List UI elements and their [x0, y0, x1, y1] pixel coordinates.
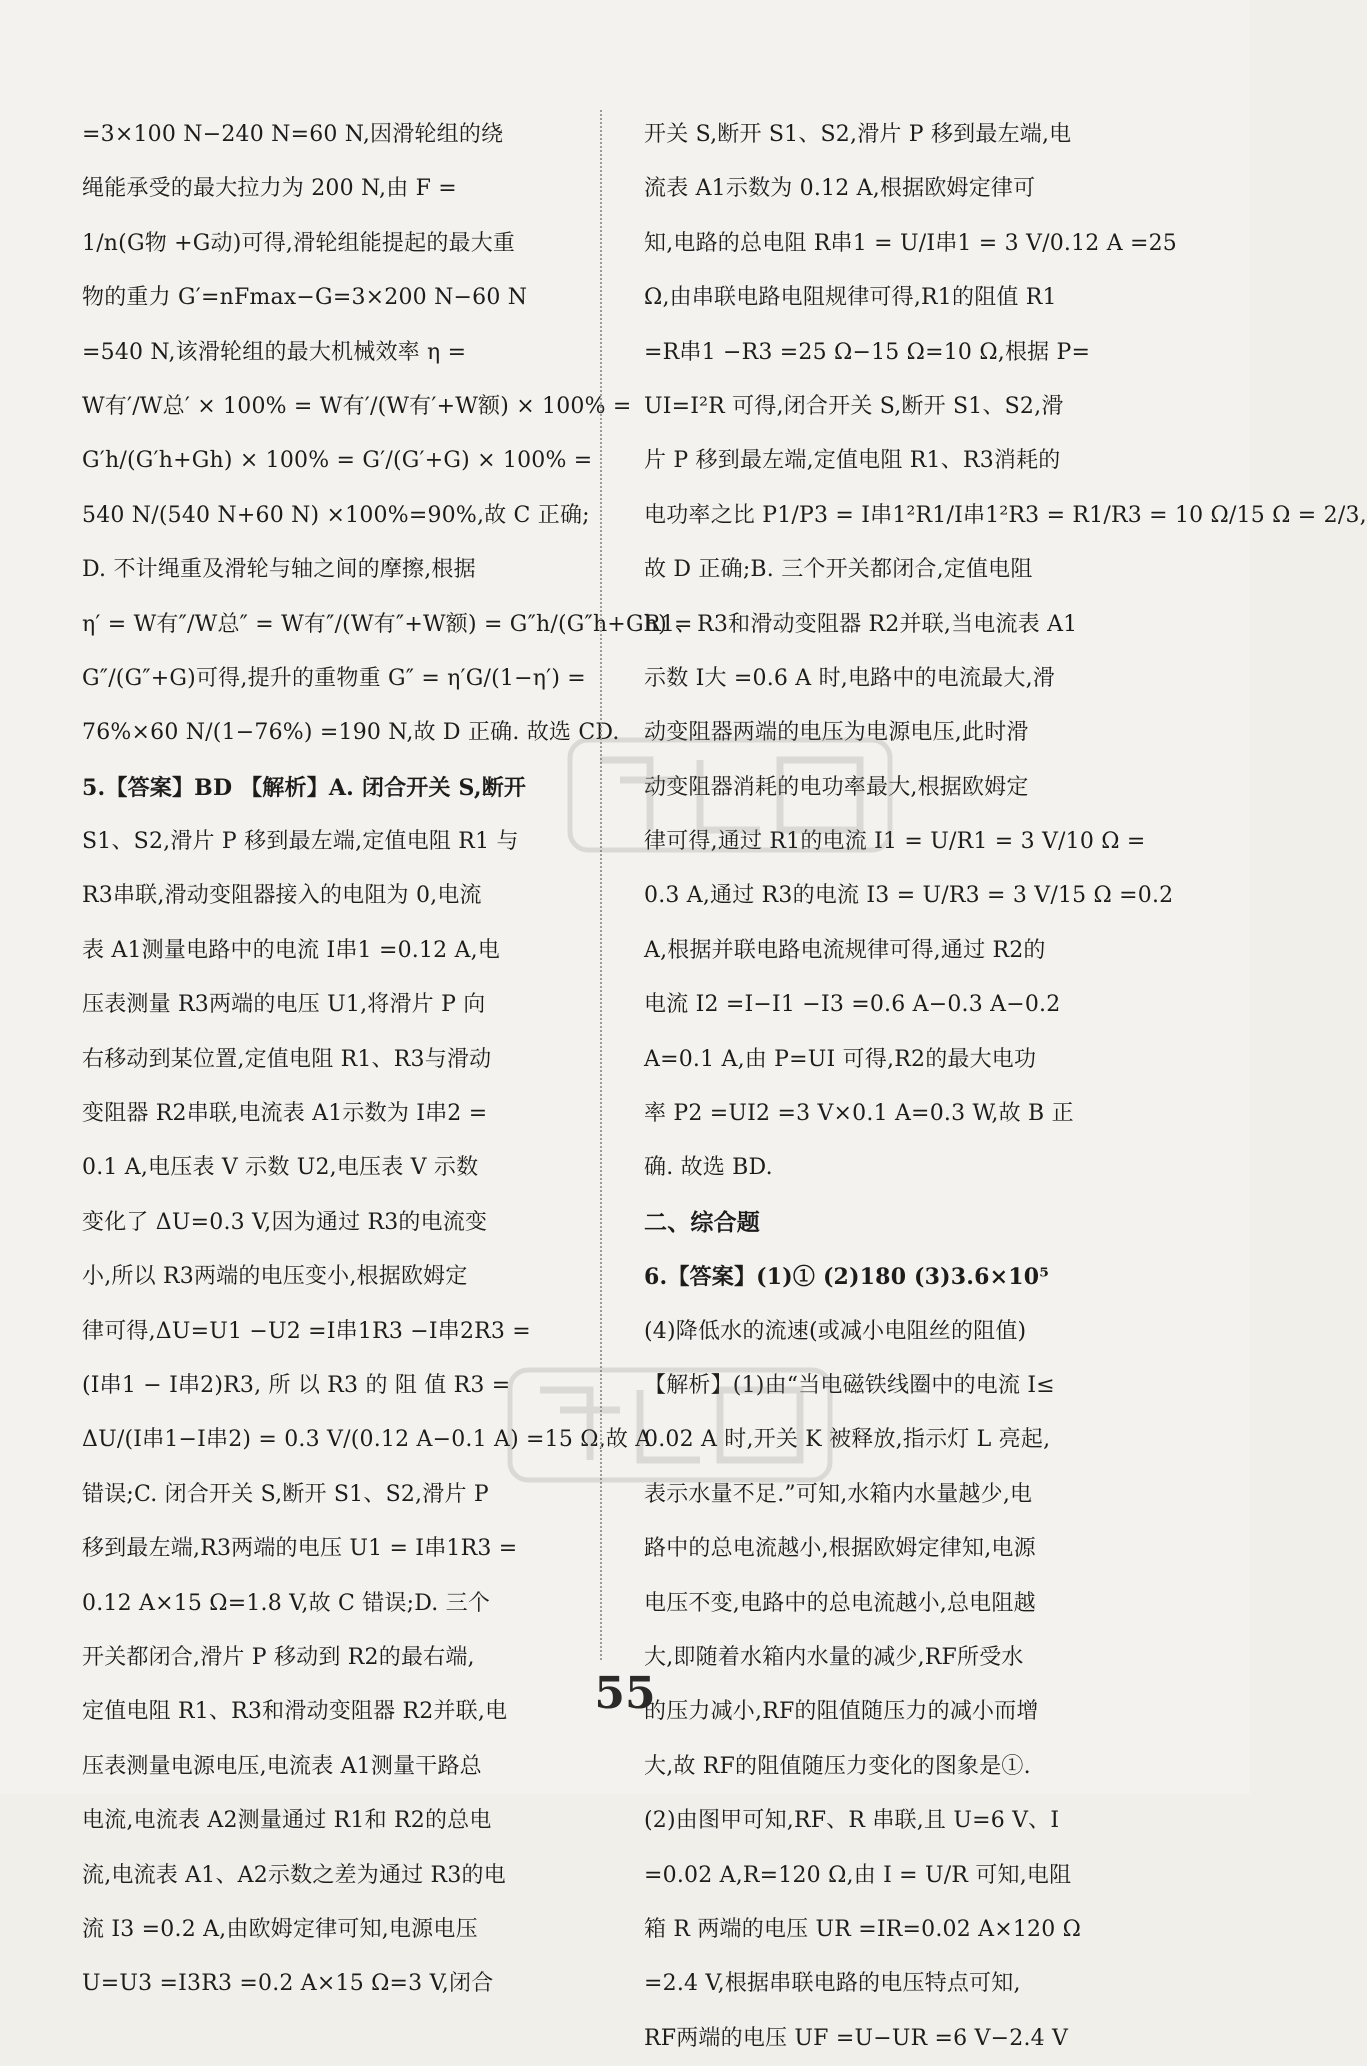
text-line: 变化了 ΔU=0.3 V,因为通过 R3的电流变 [82, 1209, 488, 1235]
text-line: =3×100 N−240 N=60 N,因滑轮组的绕 [82, 122, 504, 147]
text-line: =2.4 V,根据串联电路的电压特点可知, [644, 1971, 1021, 1997]
text-line: 5.【答案】BD 【解析】A. 闭合开关 S,断开 [82, 774, 527, 801]
text-line: 动变阻器消耗的电功率最大,根据欧姆定 [644, 774, 1029, 800]
text-line: 开关 S,断开 S1、S2,滑片 P 移到最左端,电 [644, 122, 1072, 147]
text-line: 电流 I2 =I−I1 −I3 =0.6 A−0.3 A−0.2 [644, 992, 1061, 1018]
text-line: A,根据并联电路电流规律可得,通过 R2的 [644, 937, 1046, 963]
text-line: 电流,电流表 A2测量通过 R1和 R2的总电 [82, 1808, 492, 1834]
text-line: 绳能承受的最大拉力为 200 N,由 F = [82, 176, 457, 202]
text-line: 大,故 RF的阻值随压力变化的图象是①. [644, 1753, 1031, 1779]
text-line: G′h/(G′h+Gh) × 100% = G′/(G′+G) × 100% = [82, 448, 593, 474]
text-line: 律可得,通过 R1的电流 I1 = U/R1 = 3 V/10 Ω = [644, 829, 1146, 855]
text-line: 0.12 A×15 Ω=1.8 V,故 C 错误;D. 三个 [82, 1590, 491, 1616]
text-line: 表示水量不足.”可知,水箱内水量越少,电 [644, 1481, 1033, 1507]
text-line: S1、S2,滑片 P 移到最左端,定值电阻 R1 与 [82, 829, 519, 855]
column-divider [600, 110, 602, 1660]
text-line: G″/(G″+G)可得,提升的重物重 G″ = η′G/(1−η′) = [82, 665, 586, 691]
text-line: 电压不变,电路中的总电流越小,总电阻越 [644, 1590, 1036, 1616]
text-line: 压表测量电源电压,电流表 A1测量干路总 [82, 1753, 482, 1779]
text-line: 表 A1测量电路中的电流 I串1 =0.12 A,电 [82, 937, 501, 963]
text-line: 确. 故选 BD. [644, 1155, 773, 1181]
text-line: η′ = W有″/W总″ = W有″/(W有″+W额) = G″h/(G″h+Gh) = [82, 611, 693, 637]
text-line: Ω,由串联电路电阻规律可得,R1的阻值 R1 [644, 285, 1057, 311]
text-line: 0.02 A 时,开关 K 被释放,指示灯 L 亮起, [644, 1427, 1051, 1453]
text-line: 片 P 移到最左端,定值电阻 R1、R3消耗的 [644, 448, 1061, 474]
text-line: (4)降低水的流速(或减小电阻丝的阻值) [644, 1318, 1027, 1344]
text-line: 定值电阻 R1、R3和滑动变阻器 R2并联,电 [82, 1699, 508, 1725]
text-line: 知,电路的总电阻 R串1 = U/I串1 = 3 V/0.12 A =25 [644, 230, 1178, 256]
text-line: 动变阻器两端的电压为电源电压,此时滑 [644, 720, 1029, 746]
text-line: =R串1 −R3 =25 Ω−15 Ω=10 Ω,根据 P= [644, 339, 1091, 365]
text-line: RF两端的电压 UF =U−UR =6 V−2.4 V [644, 2025, 1069, 2051]
text-line: 【解析】(1)由“当电磁铁线圈中的电流 I≤ [644, 1372, 1055, 1398]
text-line: 76%×60 N/(1−76%) =190 N,故 D 正确. 故选 CD. [82, 720, 620, 746]
text-line: R3串联,滑动变阻器接入的电阻为 0,电流 [82, 883, 482, 909]
text-line: 右移动到某位置,定值电阻 R1、R3与滑动 [82, 1046, 492, 1072]
text-line: 律可得,ΔU=U1 −U2 =I串1R3 −I串2R3 = [82, 1318, 531, 1344]
text-line: 540 N/(540 N+60 N) ×100%=90%,故 C 正确; [82, 502, 590, 528]
text-line: A=0.1 A,由 P=UI 可得,R2的最大电功 [644, 1046, 1037, 1072]
text-line: 变阻器 R2串联,电流表 A1示数为 I串2 = [82, 1101, 488, 1127]
text-line: 错误;C. 闭合开关 S,断开 S1、S2,滑片 P [82, 1481, 489, 1507]
text-line: 移到最左端,R3两端的电压 U1 = I串1R3 = [82, 1536, 518, 1562]
text-line: 0.1 A,电压表 V 示数 U2,电压表 V 示数 [82, 1155, 479, 1181]
text-line: 小,所以 R3两端的电压变小,根据欧姆定 [82, 1264, 468, 1290]
text-line: 箱 R 两端的电压 UR =IR=0.02 A×120 Ω [644, 1916, 1082, 1942]
right-column [644, 108, 1367, 2066]
text-line: UI=I²R 可得,闭合开关 S,断开 S1、S2,滑 [644, 393, 1064, 419]
text-line: 路中的总电流越小,根据欧姆定律知,电源 [644, 1536, 1036, 1562]
section-title: 二、综合题 [644, 1209, 760, 1236]
text-line: 压表测量 R3两端的电压 U1,将滑片 P 向 [82, 992, 486, 1018]
text-line: 流,电流表 A1、A2示数之差为通过 R3的电 [82, 1862, 506, 1888]
text-line: 开关都闭合,滑片 P 移动到 R2的最右端, [82, 1644, 475, 1670]
text-line: 物的重力 G′=nFmax−G=3×200 N−60 N [82, 285, 528, 311]
text-line: 6.【答案】(1)① (2)180 (3)3.6×10⁵ [644, 1264, 1050, 1291]
text-line: 的压力减小,RF的阻值随压力的减小而增 [644, 1699, 1039, 1725]
text-line: U=U3 =I3R3 =0.2 A×15 Ω=3 V,闭合 [82, 1971, 494, 1997]
text-line: =540 N,该滑轮组的最大机械效率 η = [82, 339, 467, 365]
text-line: 示数 I大 =0.6 A 时,电路中的电流最大,滑 [644, 665, 1055, 691]
text-line: R1、R3和滑动变阻器 R2并联,当电流表 A1 [644, 611, 1078, 637]
text-line: ΔU/(I串1−I串2) = 0.3 V/(0.12 A−0.1 A) =15 Ω,故 A [82, 1427, 652, 1453]
text-line: W有′/W总′ × 100% = W有′/(W有′+W额) × 100% = [82, 393, 632, 419]
text-line: 流表 A1示数为 0.12 A,根据欧姆定律可 [644, 176, 1036, 202]
text-line: 率 P2 =UI2 =3 V×0.1 A=0.3 W,故 B 正 [644, 1101, 1074, 1127]
text-line: 0.3 A,通过 R3的电流 I3 = U/R3 = 3 V/15 Ω =0.2 [644, 883, 1174, 909]
text-line: 流 I3 =0.2 A,由欧姆定律可知,电源电压 [82, 1916, 478, 1942]
text-line: =0.02 A,R=120 Ω,由 I = U/R 可知,电阻 [644, 1862, 1072, 1888]
text-line: 故 D 正确;B. 三个开关都闭合,定值电阻 [644, 557, 1033, 583]
page-number: 55 [594, 1668, 656, 1719]
text-line: (I串1 − I串2)R3, 所 以 R3 的 阻 值 R3 = [82, 1372, 511, 1398]
text-line: 大,即随着水箱内水量的减少,RF所受水 [644, 1644, 1024, 1670]
text-line: D. 不计绳重及滑轮与轴之间的摩擦,根据 [82, 557, 476, 583]
text-line: 1/n(G物 +G动)可得,滑轮组能提起的最大重 [82, 230, 516, 256]
text-line: 电功率之比 P1/P3 = I串1²R1/I串1²R3 = R1/R3 = 10 Ω/15 Ω = 2/3, [644, 502, 1367, 528]
text-line: (2)由图甲可知,RF、R 串联,且 U=6 V、I [644, 1808, 1060, 1834]
